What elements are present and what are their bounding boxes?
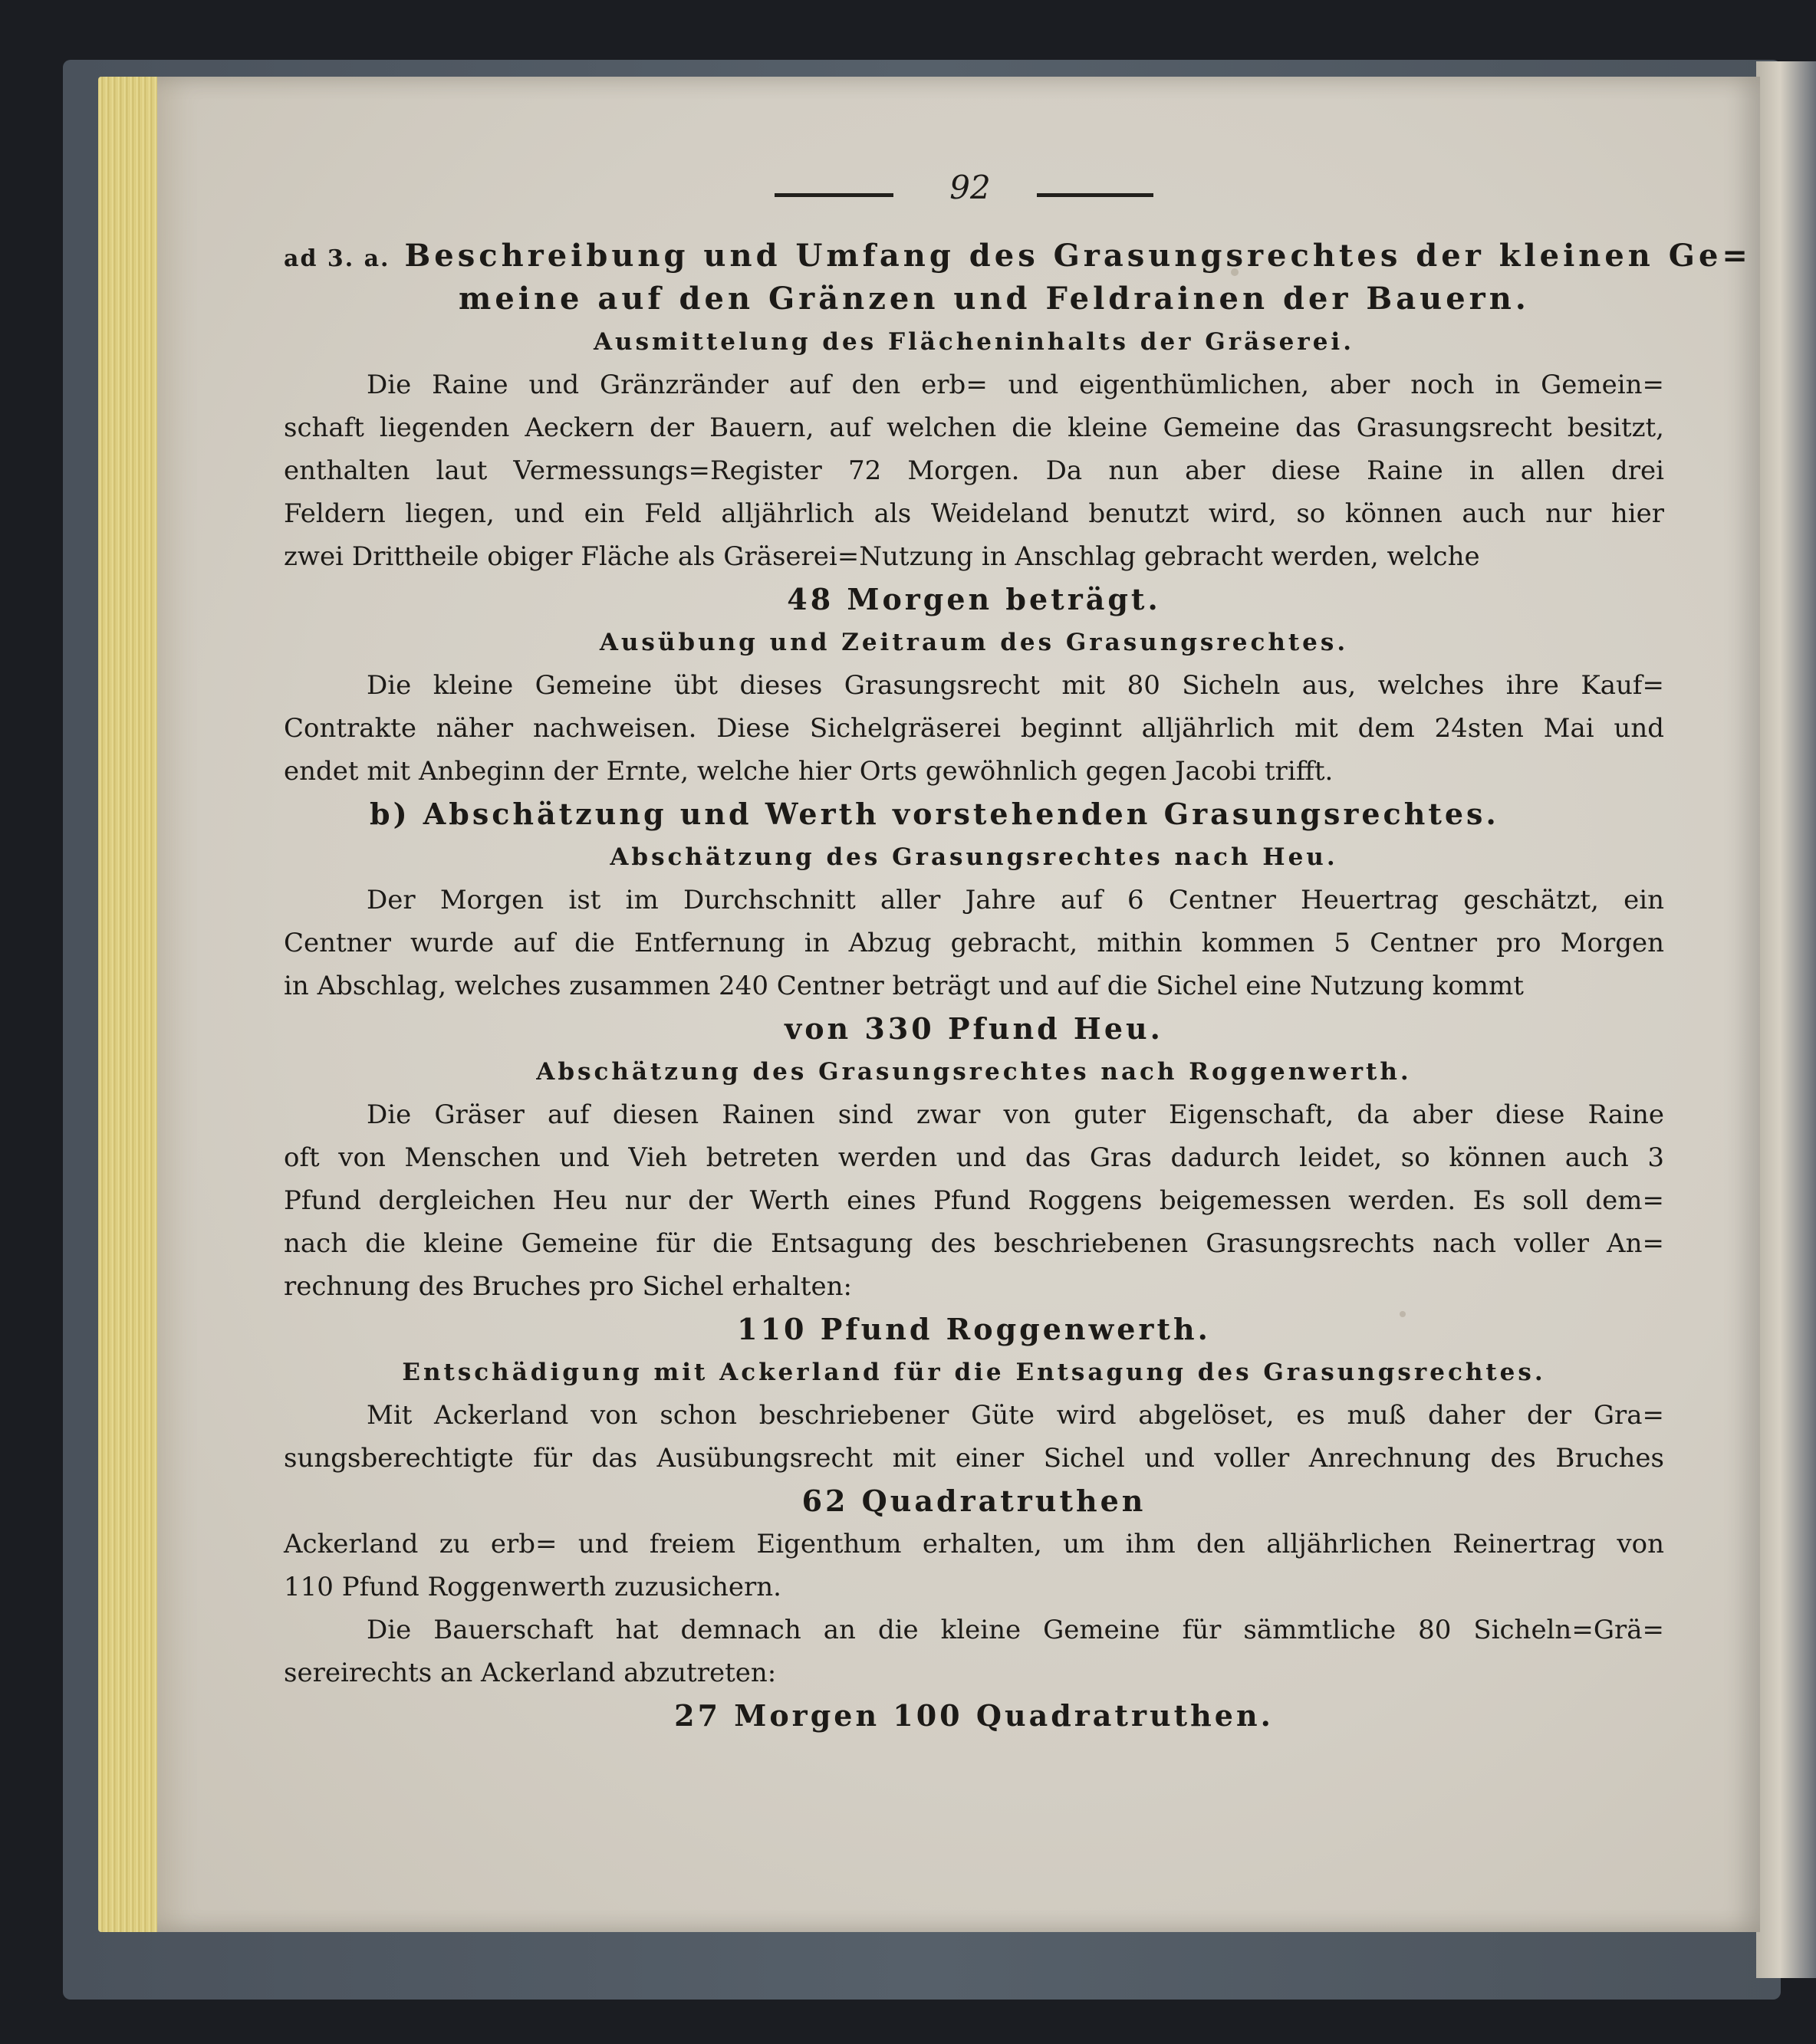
- text-body: [284, 235, 1752, 1737]
- text-line: sungsberechtigte für das Ausübungsrecht mit einer Sichel und voller Anrechnung des Bruches: [284, 1443, 1664, 1474]
- text-line: Die Bauerschaft hat demnach an die kleine Gemeine für sämmtliche 80 Sicheln=Grä=: [367, 1615, 1664, 1645]
- text-line: rechnung des Bruches pro Sichel erhalten:: [284, 1271, 852, 1302]
- text-line: enthalten laut Vermessungs=Register 72 Morgen. Da nun aber diese Raine in allen drei: [284, 455, 1664, 486]
- page-text: [284, 169, 1752, 1737]
- text-line: [284, 235, 1752, 278]
- text-line: oft von Menschen und Vieh betreten werden und das Gras dadurch leidet, so können auch 3: [284, 1142, 1664, 1173]
- text-line: Die Gräser auf diesen Rainen sind zwar von guter Eigenschaft, da aber diese Raine: [367, 1099, 1664, 1130]
- text-line: schaft liegenden Aeckern der Bauern, auf welchen die kleine Gemeine das Grasungsrecht besitzt,: [284, 412, 1664, 443]
- text-line: Ausmittelung des Flächeninhalts der Gräserei.: [594, 328, 1354, 356]
- page-number: 92: [949, 169, 991, 206]
- text-line: 27 Morgen 100 Quadratruthen.: [674, 1698, 1274, 1733]
- text-line: Abschätzung des Grasungsrechtes nach Roggenwerth.: [536, 1058, 1412, 1086]
- section-label: ad 3. a.: [284, 245, 390, 272]
- text-line: in Abschlag, welches zusammen 240 Centner beträgt und auf die Sichel eine Nutzung kommt: [284, 971, 1524, 1001]
- text-line: Die Raine und Gränzränder auf den erb= und eigenthümlichen, aber noch in Gemein=: [367, 370, 1664, 400]
- text-line: Der Morgen ist im Durchschnitt aller Jahre auf 6 Centner Heuertrag geschätzt, ein: [367, 885, 1664, 915]
- text-line: b) Abschätzung und Werth vorstehenden Grasungsrechtes.: [370, 797, 1499, 831]
- text-line: Ackerland zu erb= und freiem Eigenthum erhalten, um ihm den alljährlichen Reinertrag von: [284, 1529, 1664, 1559]
- section-title-text: Beschreibung und Umfang des Grasungsrechtes der kleinen Ge=: [390, 238, 1752, 274]
- text-line: von 330 Pfund Heu.: [785, 1011, 1163, 1046]
- page-header: [284, 169, 1664, 215]
- text-line: Ausübung und Zeitraum des Grasungsrechtes.: [599, 629, 1349, 656]
- header-rule-right: [1037, 193, 1153, 197]
- text-line: Centner wurde auf die Entfernung in Abzug gebracht, mithin kommen 5 Centner pro Morgen: [284, 928, 1664, 958]
- text-line: Pfund dergleichen Heu nur der Werth eines Pfund Roggens beigemessen werden. Es soll dem=: [284, 1185, 1664, 1216]
- header-rule-left: [775, 193, 893, 197]
- text-line: 110 Pfund Roggenwerth.: [737, 1312, 1211, 1346]
- text-line: sereirechts an Ackerland abzutreten:: [284, 1658, 777, 1688]
- book-page: [157, 77, 1760, 1932]
- text-line: 48 Morgen beträgt.: [787, 582, 1161, 616]
- text-line: meine auf den Gränzen und Feldrainen der Bauern.: [459, 281, 1530, 317]
- adjacent-page-edge: [1756, 61, 1816, 1978]
- text-line: 110 Pfund Roggenwerth zuzusichern.: [284, 1572, 781, 1602]
- text-line: Feldern liegen, und ein Feld alljährlich als Weideland benutzt wird, so können auch nur hier: [284, 498, 1664, 529]
- text-line: Entschädigung mit Ackerland für die Entsagung des Grasungsrechtes.: [402, 1359, 1546, 1386]
- text-line: endet mit Anbeginn der Ernte, welche hier Orts gewöhnlich gegen Jacobi trifft.: [284, 756, 1334, 787]
- text-line: Die kleine Gemeine übt dieses Grasungsrecht mit 80 Sicheln aus, welches ihre Kauf=: [367, 670, 1664, 701]
- text-line: Abschätzung des Grasungsrechtes nach Heu.: [610, 843, 1338, 871]
- text-line: 62 Quadratruthen: [801, 1484, 1147, 1518]
- text-line: Mit Ackerland von schon beschriebener Güte wird abgelöset, es muß daher der Gra=: [367, 1400, 1664, 1431]
- text-line: nach die kleine Gemeine für die Entsagung des beschriebenen Grasungsrechts nach voller An=: [284, 1228, 1664, 1259]
- text-line: Contrakte näher nachweisen. Diese Sichelgräserei beginnt alljährlich mit dem 24sten Mai und: [284, 713, 1664, 744]
- text-line: zwei Drittheile obiger Fläche als Gräserei=Nutzung in Anschlag gebracht werden, welche: [284, 541, 1480, 572]
